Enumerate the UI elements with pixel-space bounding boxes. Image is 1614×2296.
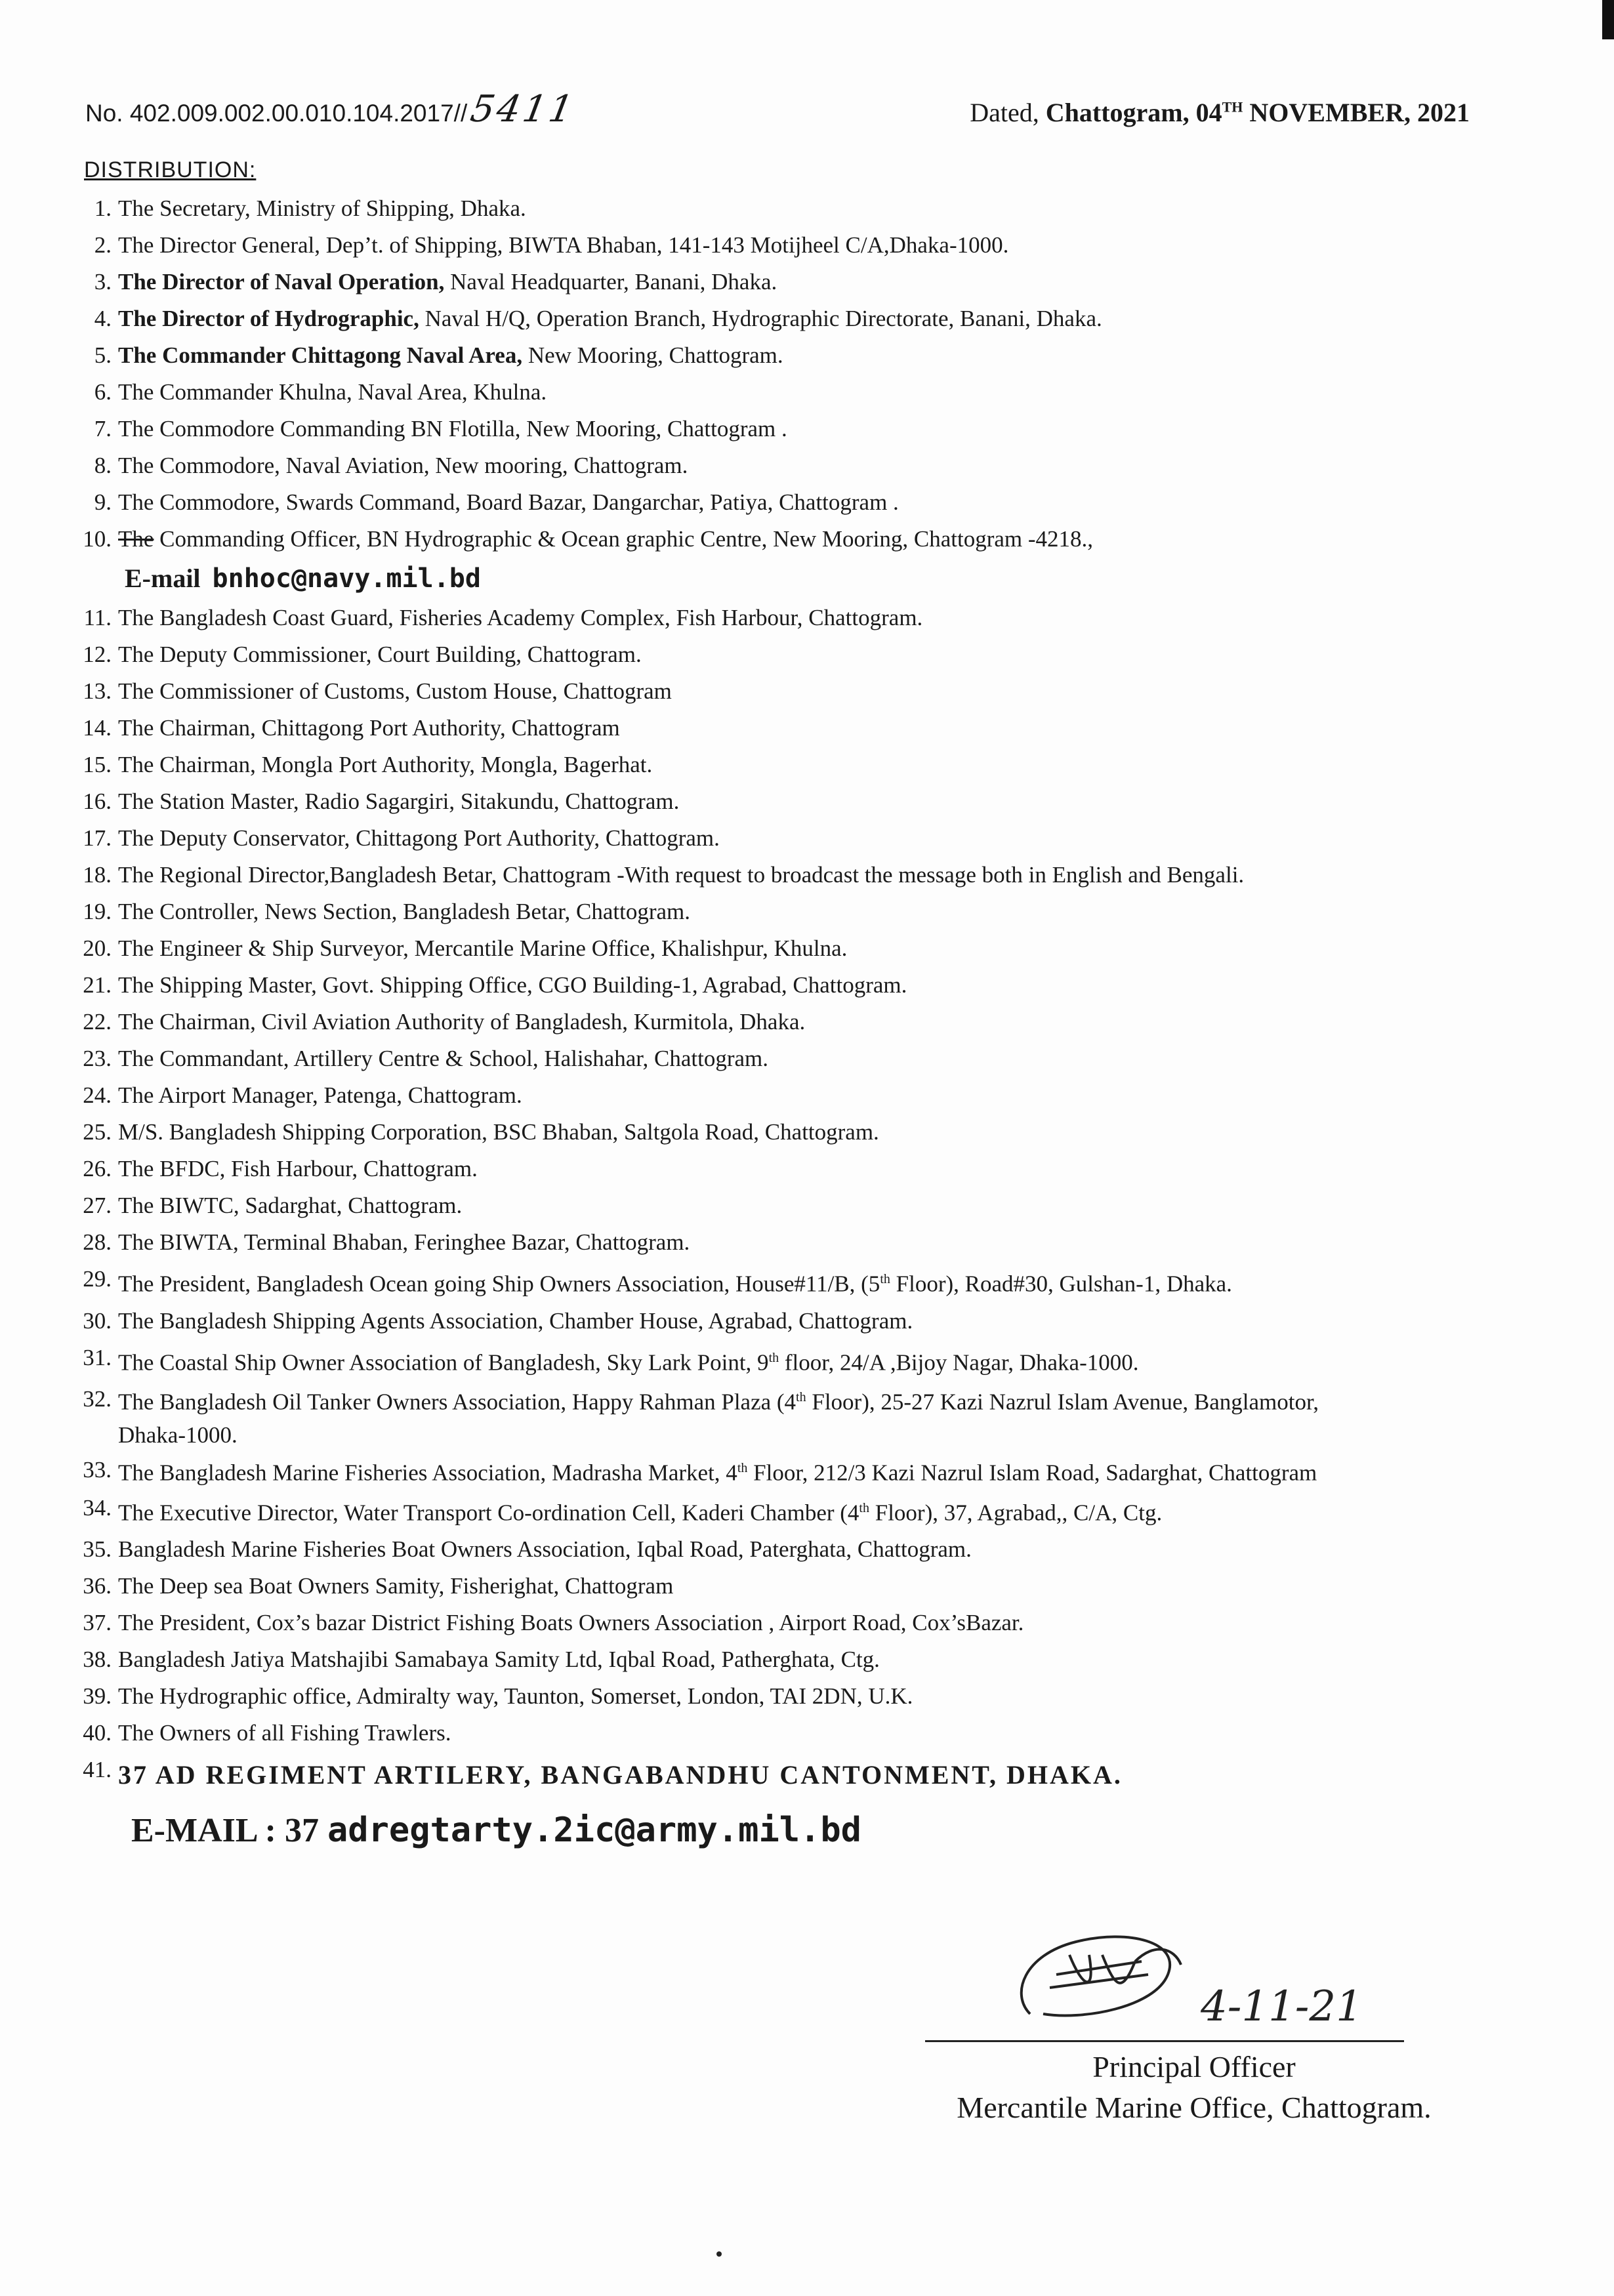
distribution-item-text bbox=[118, 1752, 1541, 1799]
distribution-item bbox=[77, 1004, 1541, 1040]
document-date bbox=[970, 97, 1470, 128]
distribution-item bbox=[77, 411, 1541, 447]
item-text-part: Floor), 37, Agrabad,, C/A, Ctg. bbox=[869, 1500, 1163, 1526]
signatory-office: Mercantile Marine Office, Chattogram. bbox=[957, 2091, 1432, 2124]
distribution-item bbox=[77, 710, 1541, 747]
distribution-item-text bbox=[118, 374, 1541, 411]
dated-city-day: Chattogram, 04 bbox=[1045, 98, 1222, 127]
item-text-part: The Deep sea Boat Owners Samity, Fisherighat, Chattogram bbox=[118, 1573, 674, 1599]
distribution-item bbox=[77, 190, 1541, 227]
distribution-item-text bbox=[118, 1040, 1541, 1077]
distribution-item-number: 11. bbox=[83, 605, 112, 630]
distribution-item-text bbox=[118, 190, 1541, 227]
item-text-part: Floor, 212/3 Kazi Nazrul Islam Road, Sadarghat, Chattogram bbox=[747, 1460, 1317, 1486]
distribution-item bbox=[77, 1340, 1541, 1382]
item-text-part: The BIWTA, Terminal Bhaban, Feringhee Bazar, Chattogram. bbox=[118, 1229, 690, 1255]
distribution-item bbox=[77, 1678, 1541, 1715]
distribution-item bbox=[77, 1261, 1541, 1303]
distribution-item-number: 34. bbox=[83, 1494, 112, 1521]
distribution-item-text bbox=[118, 1224, 1541, 1261]
distribution-item-number: 40. bbox=[83, 1720, 112, 1746]
item-text-part: The Chairman, Mongla Port Authority, Mongla, Bagerhat. bbox=[118, 752, 653, 777]
item-text-part: floor, 24/A ,Bijoy Nagar, Dhaka-1000. bbox=[779, 1349, 1139, 1376]
distribution-item-text bbox=[118, 1261, 1541, 1303]
distribution-item-number: 30. bbox=[83, 1307, 112, 1334]
ordinal-superscript: th bbox=[737, 1460, 748, 1475]
ordinal-superscript: th bbox=[796, 1390, 806, 1405]
distribution-item-number: 20. bbox=[83, 935, 112, 961]
item-text-part: The Chairman, Civil Aviation Authority of Bangladesh, Kurmitola, Dhaka. bbox=[118, 1009, 806, 1035]
item-text-part: Naval Headquarter, Banani, Dhaka. bbox=[444, 269, 777, 295]
distribution-item bbox=[77, 1568, 1541, 1605]
distribution-item bbox=[77, 300, 1541, 337]
distribution-item-number: 41. bbox=[83, 1757, 112, 1783]
distribution-item-number: 35. bbox=[83, 1536, 112, 1563]
distribution-item-text bbox=[118, 636, 1541, 673]
distribution-item-number: 9. bbox=[94, 489, 112, 515]
distribution-item-text bbox=[118, 1678, 1541, 1715]
distribution-item-number: 38. bbox=[83, 1647, 112, 1673]
scan-edge-mark bbox=[1602, 0, 1614, 39]
reference-number-text: No. 402.009.002.00.010.104.2017// bbox=[85, 100, 468, 127]
distribution-item-text bbox=[118, 1340, 1541, 1382]
item-text-part: The Director General, Dep’t. of Shipping, BIWTA Bhaban, 141-143 Motijheel C/A,Dhaka-1000. bbox=[118, 232, 1009, 258]
distribution-item bbox=[77, 636, 1541, 673]
handwritten-reference-suffix: 5411 bbox=[467, 88, 579, 131]
distribution-item bbox=[77, 1303, 1541, 1340]
item-text-part: The Bangladesh Marine Fisheries Association, Madrasha Market, 4 bbox=[118, 1460, 737, 1486]
ordinal-superscript: th bbox=[880, 1272, 890, 1286]
distribution-item bbox=[77, 967, 1541, 1004]
item-text-part: The Commissioner of Customs, Custom House, Chattogram bbox=[118, 678, 672, 704]
distribution-item-number: 10. bbox=[83, 526, 112, 552]
distribution-item-text bbox=[118, 783, 1541, 820]
distribution-item-number: 17. bbox=[83, 825, 112, 851]
item-text-part: The Deputy Commissioner, Court Building, Chattogram. bbox=[118, 642, 642, 667]
distribution-item-text bbox=[118, 1490, 1541, 1532]
distribution-item bbox=[77, 484, 1541, 521]
distribution-item bbox=[77, 1605, 1541, 1641]
distribution-item-number: 25. bbox=[83, 1119, 112, 1145]
bold-addressee: The Director of Hydrographic, bbox=[118, 306, 419, 331]
item-text-part: The Regional Director,Bangladesh Betar, Chattogram -With request to broadcast the message both in English and Bengali. bbox=[118, 862, 1245, 888]
distribution-item bbox=[77, 264, 1541, 300]
item-text-part: Floor), 25-27 Kazi Nazrul Islam Avenue, Banglamotor, Dhaka-1000. bbox=[118, 1389, 1319, 1448]
distribution-item-number: 32. bbox=[83, 1386, 112, 1412]
signatory-block bbox=[925, 2047, 1463, 2128]
distribution-item-number: 21. bbox=[83, 972, 112, 998]
item-text-part: The Bangladesh Shipping Agents Association, Chamber House, Agrabad, Chattogram. bbox=[118, 1307, 913, 1334]
item-text-part: The Coastal Ship Owner Association of Bangladesh, Sky Lark Point, 9 bbox=[118, 1349, 769, 1376]
bold-addressee: The Director of Naval Operation, bbox=[118, 269, 445, 295]
item-text-part: The Deputy Conservator, Chittagong Port Authority, Chattogram. bbox=[118, 825, 720, 851]
distribution-item-text bbox=[118, 710, 1541, 747]
distribution-item-text bbox=[118, 1187, 1541, 1224]
distribution-item bbox=[77, 1187, 1541, 1224]
item-text-part: Bangladesh Marine Fisheries Boat Owners Association, Iqbal Road, Paterghata, Chattogram. bbox=[118, 1536, 972, 1563]
item-text-part: The BIWTC, Sadarghat, Chattogram. bbox=[118, 1193, 463, 1218]
distribution-item bbox=[77, 1641, 1541, 1678]
distribution-item bbox=[77, 447, 1541, 484]
distribution-item-text bbox=[118, 264, 1541, 300]
item-text-part: Naval H/Q, Operation Branch, Hydrographic Directorate, Banani, Dhaka. bbox=[419, 306, 1102, 331]
distribution-item bbox=[77, 337, 1541, 374]
distribution-item-number: 14. bbox=[83, 715, 112, 741]
item-text-part: The Station Master, Radio Sagargiri, Sitakundu, Chattogram. bbox=[118, 789, 680, 814]
distribution-item bbox=[77, 673, 1541, 710]
distribution-item-number: 37. bbox=[83, 1610, 112, 1636]
bold-addressee: The Commander Chittagong Naval Area, bbox=[118, 342, 523, 368]
item-text-part: The Commodore, Naval Aviation, New mooring, Chattogram. bbox=[118, 453, 688, 478]
distribution-item bbox=[77, 227, 1541, 264]
distribution-item-number: 36. bbox=[83, 1573, 112, 1599]
distribution-item bbox=[77, 1224, 1541, 1261]
item-text-part: The President, Cox’s bazar District Fishing Boats Owners Association , Airport Road, Cox’sBazar. bbox=[118, 1610, 1024, 1636]
document-header bbox=[85, 79, 1470, 138]
item-text-part: The Commodore Commanding BN Flotilla, New Mooring, Chattogram . bbox=[118, 416, 787, 441]
distribution-item-text bbox=[118, 1715, 1541, 1752]
distribution-item-number: 31. bbox=[83, 1344, 112, 1370]
reference-number bbox=[85, 88, 579, 131]
navy-email-line bbox=[77, 558, 1541, 600]
item-text-part: The BFDC, Fish Harbour, Chattogram. bbox=[118, 1156, 478, 1181]
distribution-item-number: 29. bbox=[83, 1266, 112, 1292]
distribution-item-number: 12. bbox=[83, 642, 112, 667]
distribution-item-number: 3. bbox=[94, 269, 112, 295]
item-text-part: New Mooring, Chattogram. bbox=[522, 342, 783, 368]
distribution-item bbox=[77, 1114, 1541, 1151]
item-text-part: Commanding Officer, BN Hydrographic & Ocean graphic Centre, New Mooring, Chattogram -4218., bbox=[154, 526, 1094, 552]
distribution-item-number: 16. bbox=[83, 789, 112, 814]
distribution-item-number: 4. bbox=[94, 306, 112, 331]
distribution-item-number: 7. bbox=[94, 416, 112, 441]
distribution-item bbox=[77, 820, 1541, 857]
army-email-label: E-MAIL : 37 bbox=[131, 1812, 319, 1849]
distribution-item-number: 15. bbox=[83, 752, 112, 777]
handwritten-signature bbox=[984, 1916, 1443, 2047]
dated-superscript: TH bbox=[1222, 98, 1243, 115]
distribution-item-number: 22. bbox=[83, 1009, 112, 1035]
distribution-item-number: 33. bbox=[83, 1456, 112, 1483]
distribution-list bbox=[77, 190, 1541, 1799]
ordinal-superscript: th bbox=[768, 1350, 779, 1365]
army-email-line bbox=[131, 1811, 861, 1850]
page-speck bbox=[716, 2251, 722, 2257]
distribution-item bbox=[77, 1452, 1541, 1490]
distribution-item-number: 6. bbox=[94, 379, 112, 405]
distribution-item-text bbox=[118, 1568, 1541, 1605]
distribution-item-number: 5. bbox=[94, 342, 112, 368]
distribution-item-number: 2. bbox=[94, 232, 112, 258]
signature-rule bbox=[925, 2040, 1404, 2042]
distribution-item-text bbox=[118, 1303, 1541, 1340]
distribution-item-number: 28. bbox=[83, 1229, 112, 1255]
item-text-part: The Bangladesh Coast Guard, Fisheries Academy Complex, Fish Harbour, Chattogram. bbox=[118, 605, 923, 630]
distribution-item-text bbox=[118, 1114, 1541, 1151]
distribution-item-number: 23. bbox=[83, 1046, 112, 1071]
distribution-item-text bbox=[118, 747, 1541, 783]
distribution-item-text bbox=[118, 411, 1541, 447]
distribution-item bbox=[77, 1381, 1541, 1452]
distribution-item-text bbox=[118, 300, 1541, 337]
item-text-part: M/S. Bangladesh Shipping Corporation, BSC Bhaban, Saltgola Road, Chattogram. bbox=[118, 1119, 879, 1145]
distribution-item-number: 19. bbox=[83, 899, 112, 924]
distribution-item-number: 26. bbox=[83, 1156, 112, 1181]
distribution-item-text bbox=[118, 521, 1541, 558]
distribution-item-number: 8. bbox=[94, 453, 112, 478]
distribution-item bbox=[77, 857, 1541, 893]
item-text-part: The Commandant, Artillery Centre & School, Halishahar, Chattogram. bbox=[118, 1046, 769, 1071]
distribution-item-number: 39. bbox=[83, 1683, 112, 1710]
distribution-item-number: 1. bbox=[94, 195, 112, 221]
distribution-item-text bbox=[118, 1151, 1541, 1187]
item-text-part: The Owners of all Fishing Trawlers. bbox=[118, 1720, 451, 1746]
item-text-part: The Hydrographic office, Admiralty way, Taunton, Somerset, London, TAI 2DN, U.K. bbox=[118, 1683, 913, 1710]
distribution-item-text bbox=[118, 337, 1541, 374]
item-text-part: Bangladesh Jatiya Matshajibi Samabaya Samity Ltd, Iqbal Road, Patherghata, Ctg. bbox=[118, 1647, 880, 1673]
distribution-item-text bbox=[118, 1531, 1541, 1568]
dated-prefix: Dated, bbox=[970, 98, 1039, 127]
distribution-item-text bbox=[118, 820, 1541, 857]
item-text-part: The Executive Director, Water Transport Co-ordination Cell, Kaderi Chamber (4 bbox=[118, 1500, 859, 1526]
signatory-title: Principal Officer bbox=[1092, 2050, 1296, 2083]
ordinal-superscript: th bbox=[859, 1500, 869, 1515]
item-text-part: The Controller, News Section, Bangladesh Betar, Chattogram. bbox=[118, 899, 690, 924]
item-text-part: The Secretary, Ministry of Shipping, Dhaka. bbox=[118, 195, 526, 221]
distribution-item-text bbox=[118, 600, 1541, 636]
item-text-part: Floor), Road#30, Gulshan-1, Dhaka. bbox=[890, 1271, 1232, 1297]
navy-email-label: E-mail bbox=[125, 564, 201, 593]
distribution-item bbox=[77, 374, 1541, 411]
distribution-item-text bbox=[118, 227, 1541, 264]
navy-email-address: bnhoc@navy.mil.bd bbox=[212, 564, 481, 594]
item-text-part: The Airport Manager, Patenga, Chattogram. bbox=[118, 1082, 522, 1108]
distribution-item bbox=[77, 930, 1541, 967]
item-text-part: The Commodore, Swards Command, Board Bazar, Dangarchar, Patiya, Chattogram . bbox=[118, 489, 899, 515]
distribution-item-number: 18. bbox=[83, 862, 112, 888]
distribution-item-text bbox=[118, 1641, 1541, 1678]
distribution-item bbox=[77, 1531, 1541, 1568]
handwritten-date: 4-11-21 bbox=[1201, 1982, 1363, 2031]
distribution-item bbox=[77, 600, 1541, 636]
distribution-item bbox=[77, 1077, 1541, 1114]
distribution-item-text bbox=[118, 673, 1541, 710]
item-text-part: The Engineer & Ship Surveyor, Mercantile Marine Office, Khalishpur, Khulna. bbox=[118, 935, 848, 961]
dated-month-year: NOVEMBER, 2021 bbox=[1249, 98, 1470, 127]
distribution-item-text bbox=[118, 893, 1541, 930]
distribution-item-text bbox=[118, 1004, 1541, 1040]
distribution-item bbox=[77, 1040, 1541, 1077]
item-text-part: The Chairman, Chittagong Port Authority, Chattogram bbox=[118, 715, 620, 741]
distribution-item-text bbox=[118, 484, 1541, 521]
distribution-item bbox=[77, 783, 1541, 820]
distribution-item-number: 24. bbox=[83, 1082, 112, 1108]
item-text-part: The Shipping Master, Govt. Shipping Office, CGO Building-1, Agrabad, Chattogram. bbox=[118, 972, 907, 998]
distribution-item bbox=[77, 1752, 1541, 1799]
distribution-item-text bbox=[118, 857, 1541, 893]
item-text-part: 37 AD REGIMENT ARTILERY, BANGABANDHU CANTONMENT, DHAKA. bbox=[118, 1760, 1123, 1790]
army-email-address: adregtarty.2ic@army.mil.bd bbox=[327, 1811, 861, 1850]
distribution-item bbox=[77, 893, 1541, 930]
distribution-item-text bbox=[118, 967, 1541, 1004]
item-text-part: The Commander Khulna, Naval Area, Khulna. bbox=[118, 379, 547, 405]
item-text-part: The Bangladesh Oil Tanker Owners Association, Happy Rahman Plaza (4 bbox=[118, 1389, 797, 1415]
distribution-item bbox=[77, 521, 1541, 558]
distribution-item-text bbox=[118, 447, 1541, 484]
distribution-item-text bbox=[118, 1605, 1541, 1641]
struck-word: The bbox=[118, 526, 154, 552]
distribution-item bbox=[77, 1151, 1541, 1187]
distribution-title: DISTRIBUTION: bbox=[84, 157, 257, 182]
distribution-item-text bbox=[118, 930, 1541, 967]
distribution-item-text bbox=[118, 1077, 1541, 1114]
distribution-item bbox=[77, 1715, 1541, 1752]
distribution-item-text bbox=[118, 1381, 1365, 1452]
distribution-item bbox=[77, 1490, 1541, 1532]
distribution-item-number: 13. bbox=[83, 678, 112, 704]
distribution-item-number: 27. bbox=[83, 1193, 112, 1218]
distribution-item-text bbox=[118, 1452, 1365, 1490]
item-text-part: The President, Bangladesh Ocean going Ship Owners Association, House#11/B, (5 bbox=[118, 1271, 880, 1297]
distribution-item bbox=[77, 747, 1541, 783]
